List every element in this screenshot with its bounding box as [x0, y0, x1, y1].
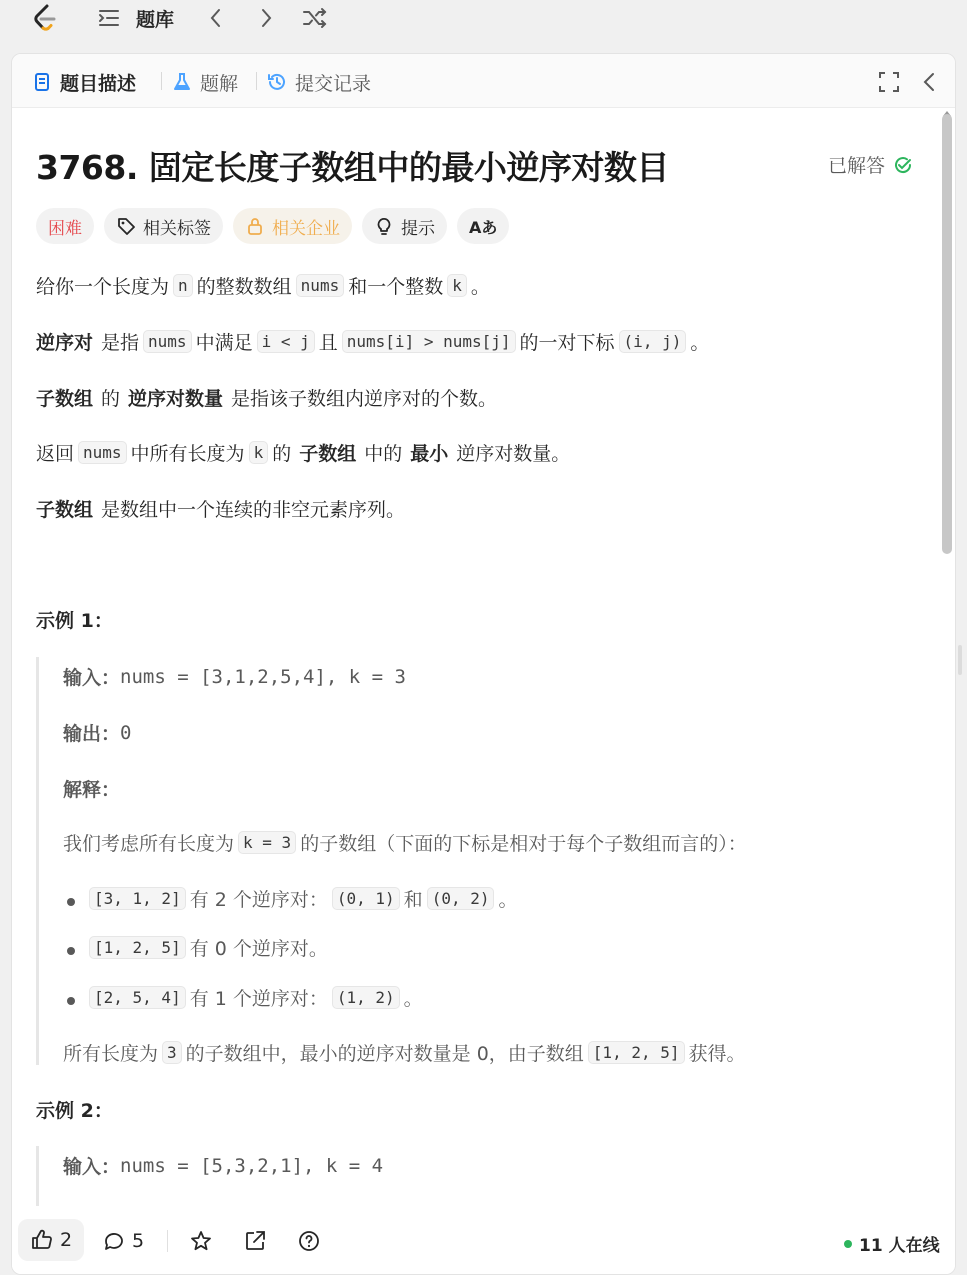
related-tags-label: 相关标签	[143, 218, 211, 239]
bottom-bar	[12, 1206, 956, 1275]
text: 获得。	[688, 1043, 746, 1065]
example-1-bullet-2	[85, 934, 328, 961]
problem-title: 3768. 固定长度子数组中的最小逆序对数目	[36, 148, 669, 187]
inline-code: k	[447, 274, 467, 297]
example-1-heading: 示例 1：	[36, 610, 113, 632]
inline-code: nums	[296, 274, 345, 297]
example-2-heading: 示例 2：	[36, 1100, 113, 1122]
text: 。	[470, 276, 490, 298]
text: 有 1 个逆序对：	[189, 988, 328, 1010]
bullet-dot	[67, 997, 75, 1005]
input-label: 输入：	[63, 1156, 121, 1178]
bold-text: 子数组	[36, 499, 94, 521]
text: 返回	[36, 443, 75, 465]
example-2-input	[63, 1152, 383, 1179]
tag-row	[36, 208, 509, 244]
difficulty-badge: 困难	[36, 208, 94, 244]
input-value: nums = [5,3,2,1], k = 4	[120, 1154, 384, 1177]
bold-text: 最小	[410, 443, 449, 465]
bold-text: 子数组	[299, 443, 357, 465]
share-button[interactable]	[243, 1229, 267, 1253]
comments-button[interactable]	[102, 1229, 144, 1253]
bold-text: 逆序对	[36, 332, 94, 354]
hint-button[interactable]	[362, 208, 447, 244]
solved-label: 已解答	[828, 155, 886, 177]
bold-text: 逆序对数量	[128, 388, 224, 410]
like-button[interactable]	[18, 1219, 84, 1261]
inline-code: (i, j)	[619, 330, 687, 353]
tab-bar	[12, 54, 956, 108]
leetcode-logo-icon[interactable]	[30, 3, 60, 33]
collapse-panel-icon[interactable]	[921, 70, 937, 94]
inline-code: (1, 2)	[332, 986, 400, 1009]
inline-code: [1, 2, 5]	[89, 936, 186, 959]
lock-icon	[245, 216, 265, 236]
comment-count: 5	[132, 1230, 145, 1252]
desc-line-3	[36, 384, 497, 411]
lightbulb-icon	[374, 216, 394, 236]
text: 有 0 个逆序对。	[189, 938, 328, 960]
desc-line-5	[36, 495, 405, 522]
example-1-bullet-1	[85, 885, 518, 912]
text: 的	[101, 388, 121, 410]
bullet-dot	[67, 947, 75, 955]
nav-title[interactable]: 题库	[136, 9, 175, 31]
fullscreen-icon[interactable]	[878, 71, 900, 93]
tab-description-label: 题目描述	[60, 72, 137, 95]
online-status	[844, 1231, 940, 1256]
related-tags-button[interactable]	[104, 208, 223, 244]
text: 。	[403, 988, 423, 1010]
tab-solutions-label: 题解	[200, 72, 239, 95]
inline-code: 3	[162, 1041, 182, 1064]
star-icon	[189, 1229, 213, 1253]
flask-icon	[172, 72, 192, 92]
related-companies-label: 相关企业	[272, 218, 340, 239]
text: 有 2 个逆序对：	[189, 889, 328, 911]
bold-text: 子数组	[36, 388, 94, 410]
translate-button[interactable]	[457, 208, 509, 244]
inline-code: i < j	[257, 330, 315, 353]
text: 所有长度为	[63, 1043, 159, 1065]
desc-line-4	[36, 439, 570, 466]
related-companies-button[interactable]	[233, 208, 352, 244]
inline-code: (0, 1)	[332, 887, 400, 910]
inline-code: nums[i] > nums[j]	[342, 330, 516, 353]
tab-divider	[256, 72, 257, 90]
hint-label: 提示	[401, 218, 435, 239]
text: 我们考虑所有长度为	[63, 833, 235, 855]
example-1-bullet-3	[85, 984, 423, 1011]
desc-line-1	[36, 272, 490, 299]
inline-code: [3, 1, 2]	[89, 887, 186, 910]
share-icon	[243, 1229, 267, 1253]
example-1-explain-intro	[63, 829, 747, 856]
tab-divider	[161, 72, 162, 90]
text: 是指该子数组内逆序对的个数。	[231, 388, 498, 410]
history-icon	[267, 72, 287, 92]
example-1-output	[63, 719, 131, 746]
comment-icon	[102, 1229, 126, 1253]
text: 。	[690, 332, 710, 354]
example-1-explain-label	[63, 775, 120, 802]
input-value: nums = [3,1,2,5,4], k = 3	[120, 665, 406, 688]
text: 的子数组（下面的下标是相对于每个子数组而言的）：	[300, 833, 747, 855]
resize-handle[interactable]	[958, 645, 962, 675]
feedback-button[interactable]	[297, 1229, 321, 1253]
text: 是数组中一个连续的非空元素序列。	[101, 499, 406, 521]
text: 中所有长度为	[130, 443, 245, 465]
text: 和	[403, 889, 423, 911]
problem-list-icon[interactable]	[98, 7, 120, 29]
text: 中满足	[195, 332, 253, 354]
inline-code: (0, 2)	[427, 887, 495, 910]
example-1-block	[36, 657, 916, 1065]
online-count: 11 人在线	[859, 1236, 940, 1256]
online-dot	[844, 1240, 852, 1248]
text: 和一个整数	[348, 276, 444, 298]
output-label: 输出：	[63, 723, 121, 745]
input-label: 输入：	[63, 667, 121, 689]
solved-status	[828, 151, 913, 178]
inline-code: k = 3	[238, 831, 296, 854]
inline-code: k	[249, 441, 269, 464]
explain-label: 解释：	[63, 779, 121, 801]
chevron-left-icon[interactable]	[206, 6, 226, 30]
inline-code: [1, 2, 5]	[588, 1041, 685, 1064]
inline-code: [2, 5, 4]	[89, 986, 186, 1009]
tab-submissions[interactable]	[267, 68, 371, 96]
text: 的一对下标	[519, 332, 615, 354]
text: 的子数组中，最小的逆序对数量是 0，由子数组	[185, 1043, 584, 1065]
text: 且	[318, 332, 338, 354]
thumbs-up-icon	[30, 1228, 54, 1252]
text: 逆序对数量。	[456, 443, 571, 465]
text: 。	[498, 889, 518, 911]
top-nav	[0, 0, 967, 38]
tag-icon	[116, 216, 136, 236]
text: 中的	[364, 443, 403, 465]
inline-code: nums	[78, 441, 127, 464]
text: 的	[272, 443, 292, 465]
shuffle-icon[interactable]	[302, 6, 328, 30]
tab-solutions[interactable]	[172, 68, 238, 96]
divider	[167, 1230, 168, 1252]
inline-code: nums	[143, 330, 192, 353]
example-1-conclusion	[63, 1039, 746, 1066]
problem-panel	[11, 53, 956, 1275]
output-value: 0	[120, 721, 132, 744]
help-circle-icon	[297, 1229, 321, 1253]
translate-icon: Aあ	[469, 217, 498, 237]
text: 是指	[101, 332, 140, 354]
chevron-right-icon[interactable]	[256, 6, 276, 30]
text: 的整数数组	[196, 276, 292, 298]
scrollbar-thumb[interactable]	[942, 114, 952, 554]
document-icon	[32, 72, 52, 92]
tab-submissions-label: 提交记录	[295, 72, 372, 95]
check-circle-icon	[893, 155, 913, 175]
bullet-dot	[67, 898, 75, 906]
example-1-input	[63, 663, 406, 690]
tab-description[interactable]	[32, 68, 136, 96]
inline-code: n	[173, 274, 193, 297]
desc-line-2	[36, 328, 709, 355]
favorite-button[interactable]	[189, 1229, 213, 1253]
text: 给你一个长度为	[36, 276, 170, 298]
like-count: 2	[60, 1229, 73, 1251]
